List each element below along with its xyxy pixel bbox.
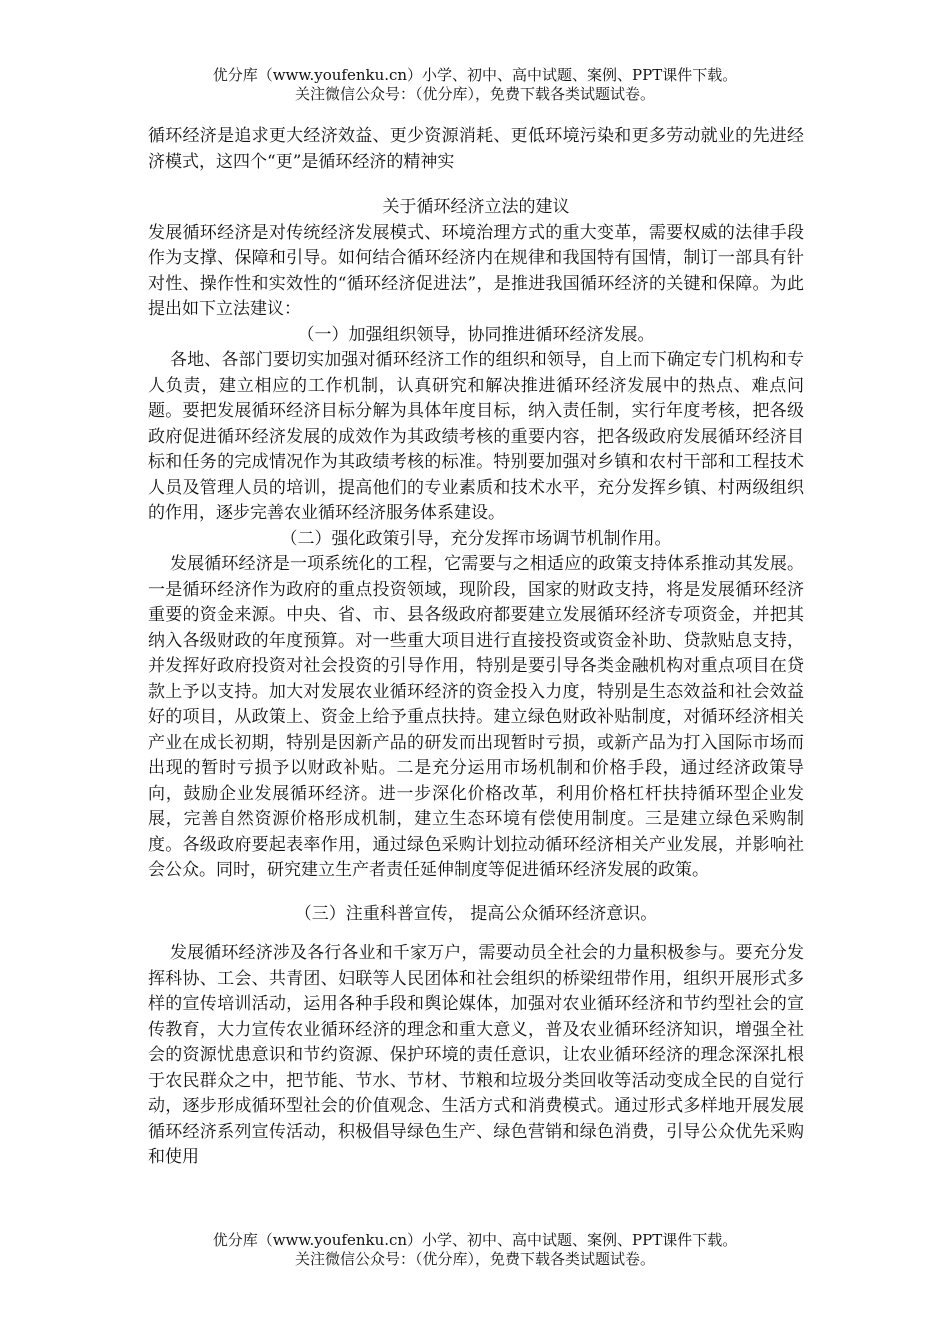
header-line-1: 优分库（www.youfenku.cn）小学、初中、高中试题、案例、PPT课件下载。 — [212, 66, 738, 84]
footer-line-1: 优分库（www.youfenku.cn）小学、初中、高中试题、案例、PPT课件下载。 — [212, 1231, 738, 1249]
section-3-heading: （三）注重科普宣传， 提高公众循环经济意识。 — [294, 903, 658, 924]
document-title: 关于循环经济立法的建议 — [382, 197, 570, 217]
intro-paragraph: 循环经济是追求更大经济效益、更少资源消耗、更低环境污染和更多劳动就业的先进经济模式，这四个“更”是循环经济的精神实 — [148, 126, 804, 172]
section-1-paragraph: 各地、各部门要切实加强对循环经济工作的组织和领导，自上而下确定专门机构和专人负责，建立相应的工作机制，认真研究和解决推进循环经济发展中的热点、难点问题。要把发展循环经济目标分解为具体年度目标，纳入责任制，实行年度考核，把各级政府促进循环经济发展的成效作为其政绩考核的重要内容，把各级政府发展循环经济目标和任务的完成情况作为其政绩考核的标准。特别要加强对乡镇和农村干部和工程技术人员及管理人员的培训，提高他们的专业素质和技术水平，充分发挥乡镇、村两级组织的作用，逐步完善农业循环经济服务体系建设。 — [148, 350, 804, 523]
lead-paragraph: 发展循环经济是对传统经济发展模式、环境治理方式的重大变革，需要权威的法律手段作为支撑、保障和引导。如何结合循环经济内在规律和我国特有国情，制订一部具有针对性、操作性和实效性的“循环经济促进法”，是推进我国循环经济的关键和保障。为此提出如下立法建议： — [148, 222, 804, 319]
footer-line-2: 关注微信公众号：（优分库），免费下载各类试题试卷。 — [294, 1250, 655, 1268]
document-body — [148, 124, 804, 1171]
section-2-heading: （二）强化政策引导，充分发挥市场调节机制作用。 — [280, 528, 672, 549]
page-header — [0, 66, 950, 104]
section-1-heading: （一）加强组织领导，协同推进循环经济发展。 — [297, 324, 655, 345]
header-line-2: 关注微信公众号：（优分库），免费下载各类试题试卷。 — [294, 85, 655, 103]
section-3-paragraph: 发展循环经济涉及各行各业和千家万户，需要动员全社会的力量积极参与。要充分发挥科协、工会、共青团、妇联等人民团体和社会组织的桥梁纽带作用，组织开展形式多样的宣传培训活动，运用各种手段和舆论媒体，加强对农业循环经济和节约型社会的宣传教育，大力宣传农业循环经济的理念和重大意义，普及农业循环经济知识，增强全社会的资源忧患意识和节约资源、保护环境的责任意识，让农业循环经济的理念深深扎根于农民群众之中，把节能、节水、节材、节粮和垃圾分类回收等活动变成全民的自觉行动，逐步形成循环型社会的价值观念、生活方式和消费模式。通过形式多样地开展发展循环经济系列宣传活动，积极倡导绿色生产、绿色营销和绿色消费，引导公众优先采购和使用 — [148, 943, 804, 1167]
section-2-paragraph: 发展循环经济是一项系统化的工程，它需要与之相适应的政策支持体系推动其发展。一是循环经济作为政府的重点投资领域，现阶段，国家的财政支持，将是发展循环经济重要的资金来源。中央、省、市、县各级政府都要建立发展循环经济专项资金，并把其纳入各级财政的年度预算。对一些重大项目进行直接投资或资金补助、贷款贴息支持，并发挥好政府投资对社会投资的引导作用，特别是要引导各类金融机构对重点项目在贷款上予以支持。加大对发展农业循环经济的资金投入力度，特别是生态效益和社会效益好的项目，从政策上、资金上给予重点扶持。建立绿色财政补贴制度，对循环经济相关产业在成长初期，特别是因新产品的研发而出现暂时亏损，或新产品为打入国际市场而出现的暂时亏损予以财政补贴。二是充分运用市场机制和价格手段，通过经济政策导向，鼓励企业发展循环经济。进一步深化价格改革，利用价格杠杆扶持循环型企业发展，完善自然资源价格形成机制，建立生态环境有偿使用制度。三是建立绿色采购制度。各级政府要起表率作用，通过绿色采购计划拉动循环经济相关产业发展，并影响社会公众。同时，研究建立生产者责任延伸制度等促进循环经济发展的政策。 — [148, 554, 804, 880]
page-footer — [0, 1231, 950, 1269]
